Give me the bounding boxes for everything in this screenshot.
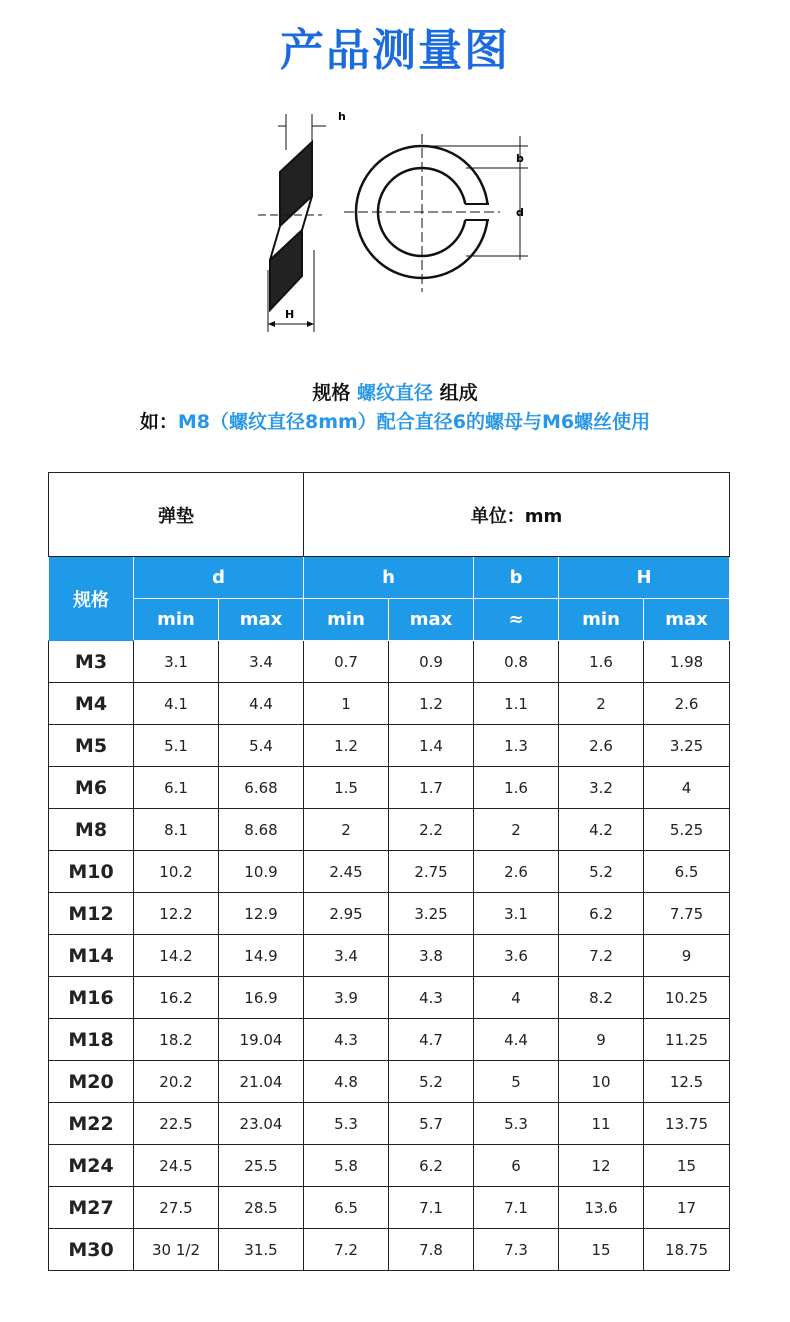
cell-d-max: 16.9 [219,977,304,1019]
cell-h-max: 1.2 [389,683,474,725]
cell-h-max: 1.7 [389,767,474,809]
cell-h-max: 5.2 [389,1061,474,1103]
product-name-cell: 弹垫 [49,473,304,557]
cell-d-min: 12.2 [134,893,219,935]
cell-H-min: 7.2 [559,935,644,977]
cell-H-min: 10 [559,1061,644,1103]
cell-H-min: 2.6 [559,725,644,767]
table-row [49,1019,730,1061]
table-row [49,1145,730,1187]
header-row-2 [49,599,730,641]
cell-H-min: 6.2 [559,893,644,935]
cell-size: M24 [49,1145,134,1187]
table-row [49,851,730,893]
cell-H-min: 13.6 [559,1187,644,1229]
spec-prefix: 规格 [312,382,351,404]
cell-d-max: 21.04 [219,1061,304,1103]
table-row [49,1061,730,1103]
cell-d-min: 8.1 [134,809,219,851]
cell-size: M20 [49,1061,134,1103]
dim-label-H: H [285,308,295,321]
cell-h-min: 1.5 [304,767,389,809]
cell-h-min: 4.8 [304,1061,389,1103]
cell-h-min: 5.3 [304,1103,389,1145]
cell-b-approx: 6 [474,1145,559,1187]
header-h: h [304,557,474,599]
header-d-min: min [134,599,219,641]
cell-d-max: 28.5 [219,1187,304,1229]
cell-b-approx: 1.1 [474,683,559,725]
cell-b-approx: 3.1 [474,893,559,935]
cell-size: M12 [49,893,134,935]
cell-h-max: 5.7 [389,1103,474,1145]
cell-h-min: 0.7 [304,641,389,683]
cell-d-max: 23.04 [219,1103,304,1145]
cell-h-min: 2 [304,809,389,851]
header-h-min: min [304,599,389,641]
dim-label-b: b [516,152,524,165]
unit-cell: 单位：mm [304,473,730,557]
header-d-max: max [219,599,304,641]
header-size: 规格 [49,557,134,641]
cell-d-min: 16.2 [134,977,219,1019]
table-row [49,977,730,1019]
washer-side-view [258,114,326,332]
cell-H-min: 4.2 [559,809,644,851]
cell-H-max: 1.98 [644,641,730,683]
cell-H-max: 3.25 [644,725,730,767]
header-row-1 [49,557,730,599]
header-b-approx: ≈ [474,599,559,641]
cell-h-max: 4.3 [389,977,474,1019]
table-row [49,1103,730,1145]
cell-h-max: 0.9 [389,641,474,683]
cell-size: M27 [49,1187,134,1229]
cell-size: M14 [49,935,134,977]
cell-d-min: 10.2 [134,851,219,893]
cell-b-approx: 2 [474,809,559,851]
cell-H-max: 6.5 [644,851,730,893]
cell-b-approx: 3.6 [474,935,559,977]
cell-size: M4 [49,683,134,725]
cell-d-min: 5.1 [134,725,219,767]
header-H-max: max [644,599,730,641]
cell-d-max: 5.4 [219,725,304,767]
header-h-max: max [389,599,474,641]
cell-d-min: 4.1 [134,683,219,725]
cell-d-max: 12.9 [219,893,304,935]
cell-H-max: 7.75 [644,893,730,935]
cell-size: M30 [49,1229,134,1271]
cell-size: M22 [49,1103,134,1145]
table-top-row [49,473,730,557]
cell-H-min: 15 [559,1229,644,1271]
header-d: d [134,557,304,599]
table-body [49,641,730,1271]
cell-b-approx: 0.8 [474,641,559,683]
cell-h-max: 7.8 [389,1229,474,1271]
cell-H-max: 11.25 [644,1019,730,1061]
cell-b-approx: 4 [474,977,559,1019]
cell-size: M18 [49,1019,134,1061]
spec-accent: 螺纹直径 [356,382,433,404]
cell-H-max: 4 [644,767,730,809]
cell-h-min: 7.2 [304,1229,389,1271]
dim-label-h: h [338,110,346,123]
cell-h-min: 3.9 [304,977,389,1019]
cell-h-max: 3.8 [389,935,474,977]
cell-H-min: 12 [559,1145,644,1187]
cell-h-max: 6.2 [389,1145,474,1187]
cell-size: M3 [49,641,134,683]
table-row [49,1229,730,1271]
table-row [49,683,730,725]
cell-h-max: 1.4 [389,725,474,767]
cell-h-min: 5.8 [304,1145,389,1187]
cell-size: M5 [49,725,134,767]
cell-h-min: 3.4 [304,935,389,977]
cell-H-max: 2.6 [644,683,730,725]
cell-h-min: 4.3 [304,1019,389,1061]
cell-d-max: 14.9 [219,935,304,977]
cell-b-approx: 1.3 [474,725,559,767]
table-row [49,1187,730,1229]
cell-d-min: 24.5 [134,1145,219,1187]
cell-d-min: 20.2 [134,1061,219,1103]
cell-h-min: 2.95 [304,893,389,935]
table-row [49,809,730,851]
cell-d-max: 31.5 [219,1229,304,1271]
cell-H-min: 11 [559,1103,644,1145]
table-row [49,641,730,683]
cell-H-max: 15 [644,1145,730,1187]
cell-H-max: 17 [644,1187,730,1229]
cell-H-max: 10.25 [644,977,730,1019]
example-prefix: 如： [139,411,178,433]
spec-example [0,407,790,434]
cell-h-max: 7.1 [389,1187,474,1229]
table-row [49,767,730,809]
cell-h-min: 6.5 [304,1187,389,1229]
cell-H-min: 9 [559,1019,644,1061]
cell-d-max: 19.04 [219,1019,304,1061]
cell-h-min: 1.2 [304,725,389,767]
cell-d-max: 3.4 [219,641,304,683]
cell-d-min: 27.5 [134,1187,219,1229]
cell-H-max: 18.75 [644,1229,730,1271]
cell-d-min: 30 1/2 [134,1229,219,1271]
cell-size: M16 [49,977,134,1019]
cell-b-approx: 7.3 [474,1229,559,1271]
header-H-min: min [559,599,644,641]
table-row [49,935,730,977]
cell-d-max: 4.4 [219,683,304,725]
cell-H-max: 13.75 [644,1103,730,1145]
cell-H-min: 1.6 [559,641,644,683]
cell-d-max: 8.68 [219,809,304,851]
cell-size: M8 [49,809,134,851]
cell-b-approx: 4.4 [474,1019,559,1061]
cell-H-max: 12.5 [644,1061,730,1103]
cell-H-min: 2 [559,683,644,725]
cell-H-max: 9 [644,935,730,977]
cell-H-min: 5.2 [559,851,644,893]
spec-suffix: 组成 [439,382,478,404]
cell-h-max: 3.25 [389,893,474,935]
cell-d-max: 10.9 [219,851,304,893]
cell-size: M6 [49,767,134,809]
cell-d-min: 3.1 [134,641,219,683]
cell-d-max: 25.5 [219,1145,304,1187]
page-title: 产品测量图 [280,25,510,76]
example-text: M8（螺纹直径8mm）配合直径6的螺母与M6螺丝使用 [177,411,651,433]
cell-d-min: 14.2 [134,935,219,977]
washer-top-view [344,134,528,292]
dim-label-d: d [516,206,524,219]
cell-h-min: 2.45 [304,851,389,893]
table-row [49,893,730,935]
cell-size: M10 [49,851,134,893]
cell-d-max: 6.68 [219,767,304,809]
cell-H-min: 8.2 [559,977,644,1019]
cell-b-approx: 2.6 [474,851,559,893]
spring-washer-diagram [240,100,550,340]
cell-h-max: 2.2 [389,809,474,851]
header-b: b [474,557,559,599]
cell-d-min: 6.1 [134,767,219,809]
cell-h-max: 4.7 [389,1019,474,1061]
cell-b-approx: 1.6 [474,767,559,809]
cell-d-min: 22.5 [134,1103,219,1145]
header-H: H [559,557,730,599]
cell-h-max: 2.75 [389,851,474,893]
cell-b-approx: 5 [474,1061,559,1103]
cell-H-max: 5.25 [644,809,730,851]
cell-h-min: 1 [304,683,389,725]
cell-d-min: 18.2 [134,1019,219,1061]
cell-H-min: 3.2 [559,767,644,809]
table-row [49,725,730,767]
spec-explanation [0,378,790,405]
spec-table [48,472,730,1271]
cell-b-approx: 7.1 [474,1187,559,1229]
cell-b-approx: 5.3 [474,1103,559,1145]
